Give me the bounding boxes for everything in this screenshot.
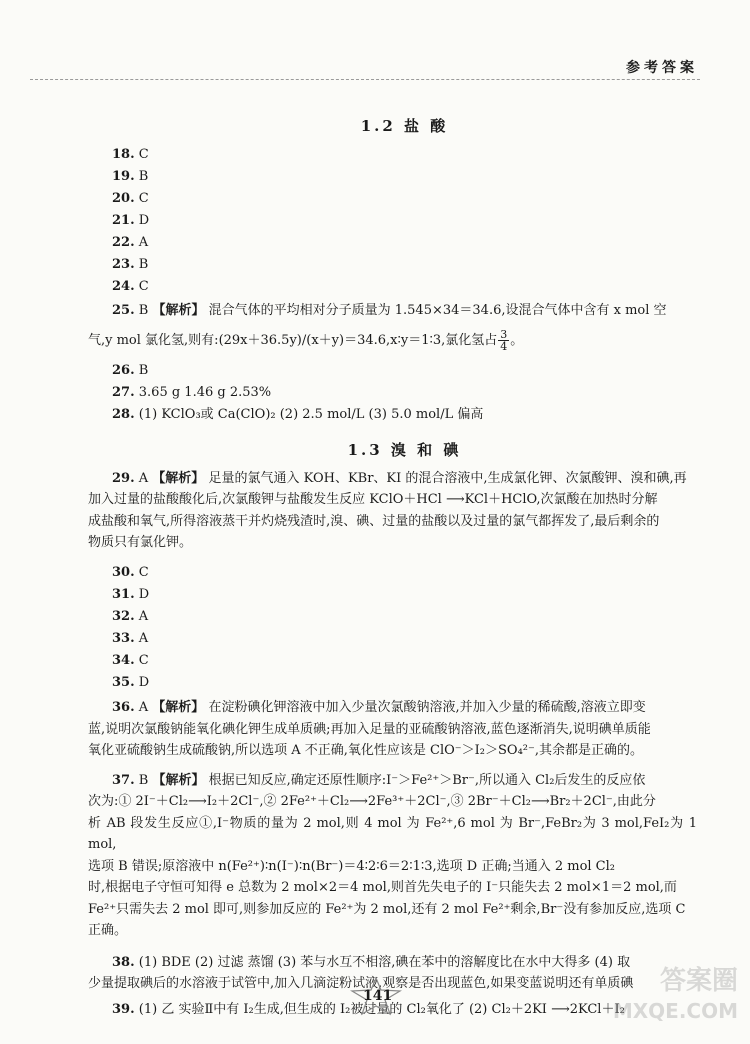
item-answer: C — [138, 279, 149, 294]
explanation-line-3: 成盐酸和氧气,所得溶液蒸干并灼烧残渣时,溴、碘、过量的盐酸以及过量的氯气都挥发了,最后剩余的 — [88, 513, 660, 529]
watermark-line-2: MXQE.COM — [612, 999, 738, 1023]
explanation-line-1: (1) BDE (2) 过滤 蒸馏 (3) 苯与水互不相溶,碘在苯中的溶解度比在水中大得多 (4) 取 — [138, 954, 631, 970]
explanation-line-1: 根据已知反应,确定还原性顺序:I⁻＞Fe²⁺＞Br⁻,所以通入 Cl₂后发生的反应依 — [208, 772, 646, 788]
page-number: 141 — [363, 988, 393, 1004]
item-number: 38. — [112, 954, 135, 970]
explanation-line-7: 正确。 — [88, 923, 128, 938]
watermark-logo — [588, 966, 738, 1036]
item-number: 21. — [112, 213, 135, 228]
answer-item-23 — [112, 254, 697, 276]
answer-item-37 — [88, 770, 697, 942]
item-answer: (1) KClO₃或 Ca(ClO)₂ (2) 2.5 mol/L (3) 5.0 mol/L 偏高 — [138, 407, 484, 422]
explanation-line-1: 足量的氯气通入 KOH、KBr、KI 的混合溶液中,生成氯化钾、次氯酸钾、溴和碘,再 — [208, 470, 687, 486]
item-number: 35. — [112, 674, 135, 690]
explanation-line-5: 时,根据电子守恒可知得 e 总数为 2 mol×2＝4 mol,则首先失电子的 I⁻只能失去 2 mol×1＝2 mol,而 — [88, 880, 677, 895]
explanation-line-2: 少量提取碘后的水溶液于试管中,加入几滴淀粉试液,观察是否出现蓝色,如果变蓝说明还有单质碘 — [88, 976, 634, 991]
analysis-tag: 【解析】 — [152, 700, 205, 715]
answer-item-18 — [112, 144, 697, 166]
item-answer: B — [138, 772, 149, 788]
answer-item-34 — [112, 650, 697, 672]
explanation-line-2: 蓝,说明次氯酸钠能氧化碘化钾生成单质碘;再加入足量的亚硫酸钠溶液,蓝色逐渐消失,说明碘单质能 — [88, 721, 651, 737]
item-answer: D — [138, 586, 150, 602]
answer-item-28 — [112, 404, 697, 426]
answer-item-26 — [112, 360, 697, 382]
header-label: 参考答案 — [626, 60, 698, 76]
item-number: 34. — [112, 652, 135, 668]
explanation-line-2-end: 。 — [510, 333, 524, 348]
header-divider — [30, 79, 700, 80]
item-answer: C — [138, 564, 149, 580]
answer-item-32 — [112, 606, 697, 628]
answer-item-22 — [112, 232, 697, 254]
explanation-line-1: 在淀粉碘化钾溶液中加入少量次氯酸钠溶液,并加入少量的稀硫酸,溶液立即变 — [208, 700, 646, 715]
explanation-line-6: Fe²⁺只需失去 2 mol 即可,则参加反应的 Fe²⁺为 2 mol,还有 2 mol Fe²⁺剩余,Br⁻没有参加反应,选项 C — [88, 901, 686, 917]
fraction-numerator: 3 — [500, 328, 508, 341]
item-number: 25. — [112, 302, 135, 318]
item-answer: A — [138, 235, 149, 250]
answer-content — [88, 116, 697, 1020]
explanation-line-3: 析 AB 段发生反应①,I⁻物质的量为 2 mol,则 4 mol 为 Fe²⁺,6 mol 为 Br⁻,FeBr₂为 3 mol,FeI₂为 1 mol, — [88, 815, 697, 852]
item-answer: A — [138, 470, 149, 486]
item-answer: B — [138, 363, 149, 378]
item-answer: B — [138, 257, 149, 272]
item-answer: B — [138, 169, 149, 184]
answer-item-35 — [112, 672, 697, 694]
explanation-line-2: 次为:① 2I⁻＋Cl₂⟶I₂＋2Cl⁻,② 2Fe²⁺＋Cl₂⟶2Fe³⁺＋2Cl⁻,③ 2Br⁻＋Cl₂⟶Br₂＋2Cl⁻,由此分 — [88, 794, 656, 809]
fraction-denominator: 4 — [500, 340, 508, 353]
item-number: 29. — [112, 470, 135, 486]
section-title-bromine-iodine: 1.3 溴 和 碘 — [347, 440, 462, 459]
explanation-line-4: 物质只有氯化钾。 — [88, 535, 193, 550]
explanation-line-4: 选项 B 错误;原溶液中 n(Fe²⁺)∶n(I⁻)∶n(Br⁻)＝4∶2∶6＝2∶1∶3,选项 D 正确;当通入 2 mol Cl₂ — [88, 858, 616, 874]
item-number: 31. — [112, 586, 135, 602]
item-number: 36. — [112, 700, 135, 715]
analysis-tag: 【解析】 — [152, 772, 205, 788]
item-number: 33. — [112, 630, 135, 646]
item-number: 37. — [112, 772, 135, 788]
item-number: 18. — [112, 147, 135, 162]
item-number: 39. — [112, 1001, 135, 1017]
item-answer: B — [138, 302, 149, 318]
item-number: 28. — [112, 407, 135, 422]
item-number: 27. — [112, 385, 135, 400]
item-answer: D — [138, 213, 150, 228]
item-number: 30. — [112, 564, 135, 580]
explanation-line-3: 氧化亚硫酸钠生成硫酸钠,所以选项 A 不正确,氧化性应该是 ClO⁻＞I₂＞SO₄²⁻,其余都是正确的。 — [88, 743, 644, 758]
item-answer: C — [138, 652, 149, 668]
answer-item-20 — [112, 188, 697, 210]
item-answer: A — [138, 630, 149, 646]
item-answer: D — [138, 674, 150, 690]
watermark-line-1: 答案圈 — [659, 966, 738, 996]
analysis-tag: 【解析】 — [152, 302, 205, 318]
item-answer: A — [138, 700, 149, 715]
item-number: 26. — [112, 363, 135, 378]
answer-item-29 — [88, 468, 697, 554]
answer-item-27 — [112, 382, 697, 404]
item-number: 23. — [112, 257, 135, 272]
item-answer: C — [138, 147, 149, 162]
explanation-line-1: (1) 乙 实验Ⅱ中有 I₂生成,但生成的 I₂被过量的 Cl₂氧化了 (2) Cl₂＋2KI ⟶2KCl＋I₂ — [138, 1001, 625, 1017]
answer-item-30 — [112, 562, 697, 584]
item-number: 20. — [112, 191, 135, 206]
page-header — [0, 55, 750, 85]
answer-item-19 — [112, 166, 697, 188]
item-number: 32. — [112, 608, 135, 624]
item-number: 24. — [112, 279, 135, 294]
answer-item-25 — [88, 300, 697, 353]
section-title-hydrochloric-acid: 1.2 盐 酸 — [360, 117, 449, 135]
explanation-line-1: 混合气体的平均相对分子质量为 1.545×34＝34.6,设混合气体中含有 x mol 空 — [208, 302, 667, 318]
item-answer: C — [138, 191, 149, 206]
analysis-tag: 【解析】 — [152, 470, 205, 486]
explanation-line-2: 加入过量的盐酸酸化后,次氯酸钾与盐酸发生反应 KClO＋HCl ⟶KCl＋HClO,次氯酸在加热时分解 — [88, 492, 658, 507]
item-number: 19. — [112, 169, 135, 184]
item-answer: 3.65 g 1.46 g 2.53% — [138, 385, 272, 400]
answer-item-24 — [112, 276, 697, 298]
item-number: 22. — [112, 235, 135, 250]
answer-item-33 — [112, 628, 697, 650]
fraction — [498, 329, 509, 352]
answer-item-21 — [112, 210, 697, 232]
explanation-line-2: 气,y mol 氯化氢,则有:(29x＋36.5y)/(x＋y)＝34.6,x∶y＝1∶3,氯化氢占 — [88, 333, 498, 348]
answer-item-31 — [112, 584, 697, 606]
item-answer: A — [138, 608, 149, 624]
answer-item-36 — [88, 697, 697, 762]
